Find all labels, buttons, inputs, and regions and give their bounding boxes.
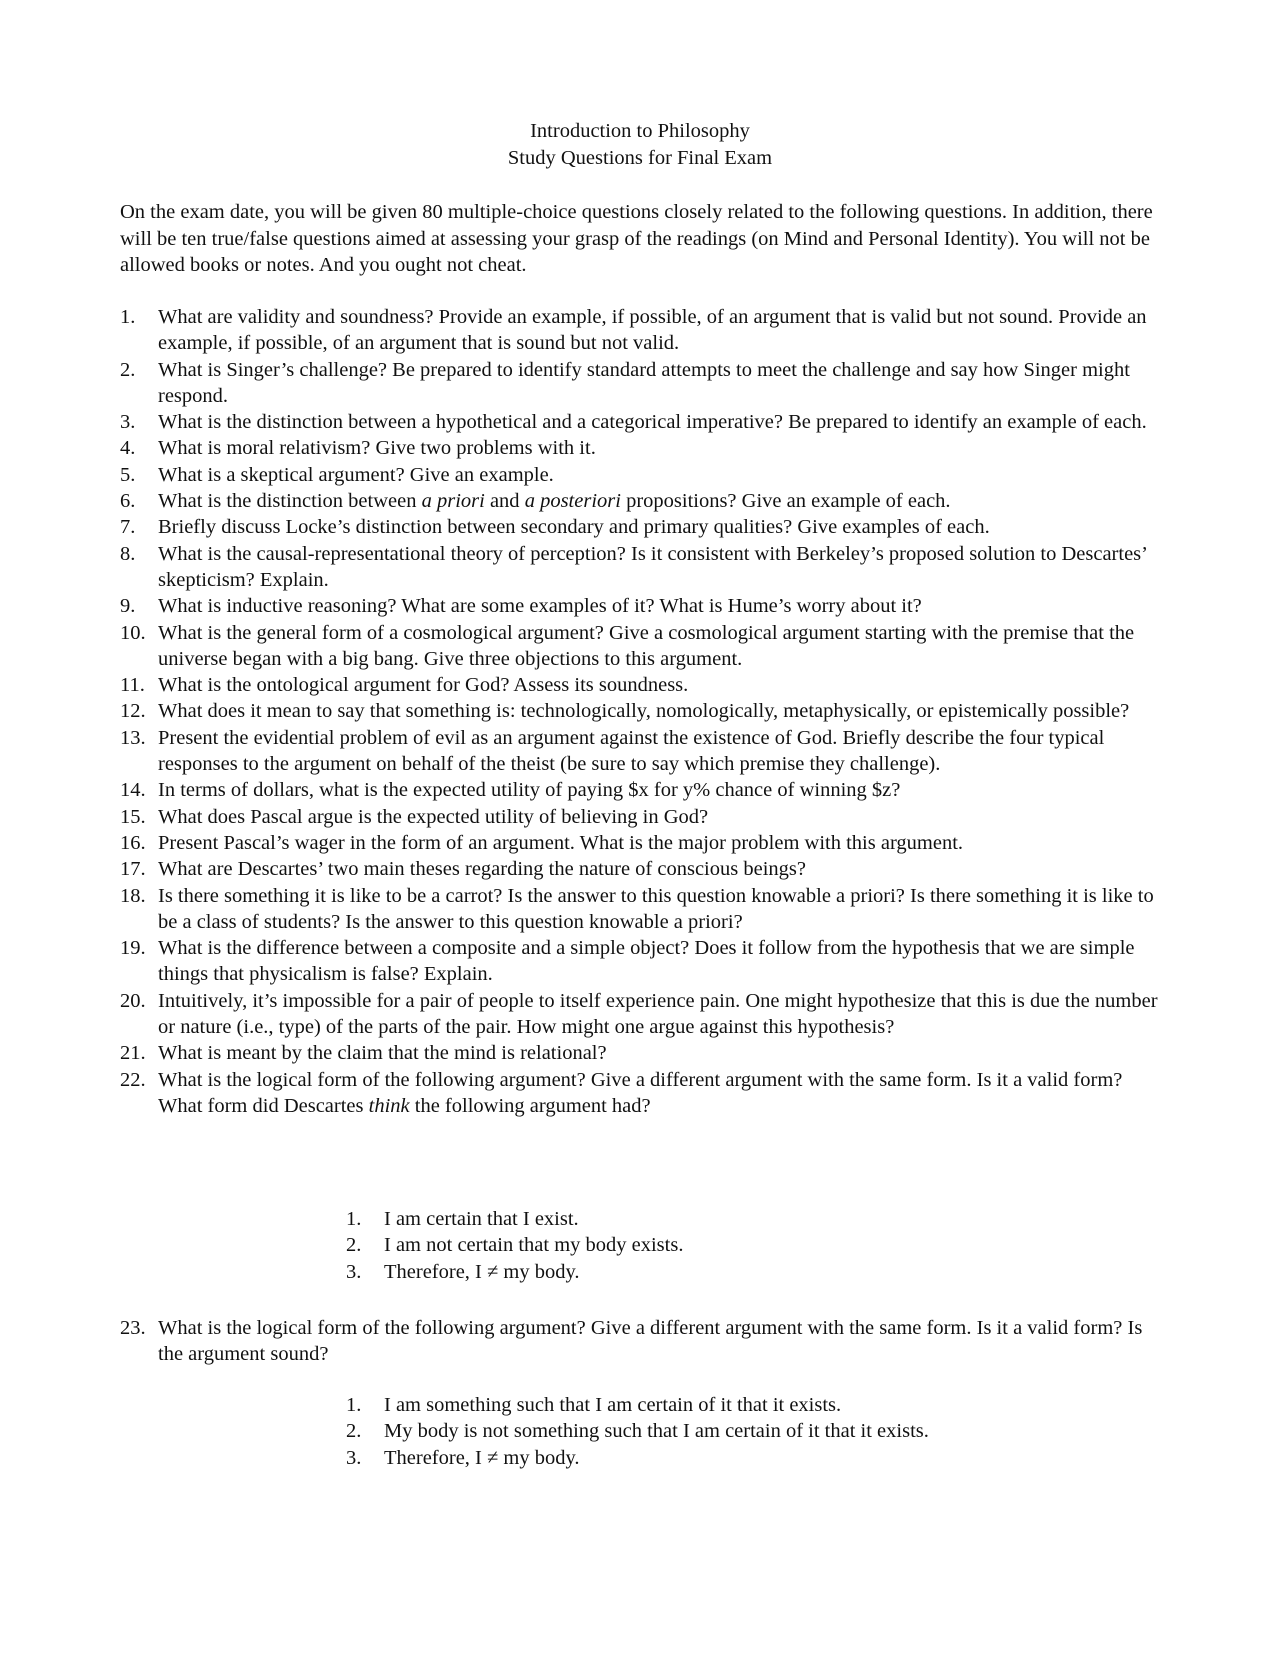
question-text-pre: What is the logical form of the following argument? Give a different argument with the same form. Is it a valid form? What form did Descartes bbox=[158, 1068, 1123, 1117]
question-item bbox=[120, 883, 1165, 936]
premise-item bbox=[346, 1259, 1046, 1285]
question-text-italic: a priori bbox=[421, 490, 485, 513]
question-number: 4. bbox=[120, 437, 136, 460]
question-item bbox=[120, 856, 1165, 882]
question-item bbox=[120, 593, 1165, 619]
question-text: Is there something it is like to be a carrot? Is the answer to this question knowable a priori? Is there something it is like to be a class of students? Is the answer to this question knowable a priori? bbox=[158, 884, 1154, 933]
question-text-post: the following argument had? bbox=[409, 1094, 651, 1117]
question-number: 9. bbox=[120, 595, 136, 618]
premise-item bbox=[346, 1206, 1046, 1232]
premise-item bbox=[346, 1232, 1046, 1258]
question-item bbox=[120, 357, 1165, 410]
premise-text: I am not certain that my body exists. bbox=[384, 1234, 684, 1257]
question-item bbox=[120, 409, 1165, 435]
argument-a bbox=[346, 1206, 1046, 1285]
question-item bbox=[120, 1315, 1165, 1368]
question-number: 22. bbox=[120, 1068, 146, 1091]
question-item bbox=[120, 541, 1165, 594]
question-text: What is the distinction between a hypothetical and a categorical imperative? Be prepared to identify an example of each. bbox=[158, 411, 1147, 434]
question-text-post: propositions? Give an example of each. bbox=[620, 490, 951, 513]
question-number: 16. bbox=[120, 831, 146, 854]
question-number: 19. bbox=[120, 937, 146, 960]
question-item bbox=[120, 725, 1165, 778]
question-text: Briefly discuss Locke’s distinction between secondary and primary qualities? Give examples of each. bbox=[158, 516, 990, 539]
question-item bbox=[120, 830, 1165, 856]
question-number: 21. bbox=[120, 1042, 146, 1065]
question-number: 20. bbox=[120, 989, 146, 1012]
premise-number: 3. bbox=[346, 1260, 362, 1283]
premise-number: 1. bbox=[346, 1394, 362, 1416]
question-item bbox=[120, 935, 1165, 988]
question-text: What are validity and soundness? Provide an example, if possible, of an argument that is valid but not sound. Provide an example, if possible, of an argument that is sound but not valid. bbox=[158, 306, 1147, 355]
title-block bbox=[0, 118, 1280, 172]
question-number: 14. bbox=[120, 779, 146, 802]
premise-number: 1. bbox=[346, 1208, 362, 1230]
question-text: What is the causal-representational theory of perception? Is it consistent with Berkeley’s proposed solution to Descartes’ skepticism? Explain. bbox=[158, 542, 1147, 591]
question-text: What is Singer’s challenge? Be prepared to identify standard attempts to meet the challenge and say how Singer might respond. bbox=[158, 358, 1130, 407]
question-item bbox=[120, 698, 1165, 724]
question-text: What is the ontological argument for God? Assess its soundness. bbox=[158, 674, 689, 697]
premise-text: I am something such that I am certain of it that it exists. bbox=[384, 1394, 842, 1416]
question-number: 17. bbox=[120, 858, 146, 881]
premise-item bbox=[346, 1392, 1046, 1418]
question-number: 23. bbox=[120, 1317, 146, 1339]
question-number: 10. bbox=[120, 621, 146, 644]
argument-b bbox=[346, 1392, 1046, 1471]
question-item bbox=[120, 804, 1165, 830]
question-item bbox=[120, 1067, 1165, 1120]
question-number: 5. bbox=[120, 463, 136, 486]
intro-paragraph: On the exam date, you will be given 80 multiple-choice questions closely related to the following questions. In addition, there will be ten true/false questions aimed at assessing your grasp of the readings (on Mind and Personal Identity). You will not be allowed books or notes. And you ought not cheat. bbox=[120, 201, 1153, 276]
question-number: 13. bbox=[120, 726, 146, 749]
question-number: 11. bbox=[120, 674, 145, 697]
question-text: What is meant by the claim that the mind is relational? bbox=[158, 1042, 607, 1065]
question-text: Present Pascal’s wager in the form of an argument. What is the major problem with this argument. bbox=[158, 831, 964, 854]
question-number: 1. bbox=[120, 306, 136, 328]
question-text: What is the logical form of the following argument? Give a different argument with the same form. Is it a valid form? Is the argument sound? bbox=[158, 1317, 1143, 1366]
question-item bbox=[120, 435, 1165, 461]
question-item bbox=[120, 620, 1165, 673]
question-text: What is moral relativism? Give two problems with it. bbox=[158, 437, 596, 460]
question-text: What does it mean to say that something is: technologically, nomologically, metaphysically, or epistemically possible? bbox=[158, 700, 1130, 723]
question-item bbox=[120, 988, 1165, 1041]
question-number: 12. bbox=[120, 700, 146, 723]
question-number: 15. bbox=[120, 805, 146, 828]
premise-item bbox=[346, 1418, 1046, 1444]
question-number: 18. bbox=[120, 884, 146, 907]
question-number: 8. bbox=[120, 542, 136, 565]
question-text-pre: What is the distinction between bbox=[158, 490, 422, 513]
premise-text: I am certain that I exist. bbox=[384, 1208, 579, 1230]
question-text: In terms of dollars, what is the expected utility of paying $x for y% chance of winning $z? bbox=[158, 779, 901, 802]
question-item bbox=[120, 672, 1165, 698]
question-text: What is the general form of a cosmological argument? Give a cosmological argument starting with the premise that the universe began with a big bang. Give three objections to this argument. bbox=[158, 621, 1135, 670]
question-text-mid: and bbox=[484, 490, 525, 513]
question-text: What is the difference between a composite and a simple object? Does it follow from the hypothesis that we are simple things that physicalism is false? Explain. bbox=[158, 937, 1135, 986]
question-text: Present the evidential problem of evil as an argument against the existence of God. Briefly describe the four typical responses to the argument on behalf of the theist (be sure to say which premise they challenge). bbox=[158, 726, 1105, 776]
question-item bbox=[120, 1040, 1165, 1066]
question-number: 6. bbox=[120, 490, 136, 513]
premise-number: 2. bbox=[346, 1234, 362, 1257]
question-text: What is a skeptical argument? Give an example. bbox=[158, 463, 554, 486]
question-item bbox=[120, 304, 1165, 357]
premise-item bbox=[346, 1445, 1046, 1471]
question-text-italic: a posteriori bbox=[524, 490, 621, 513]
document-subtitle: Study Questions for Final Exam bbox=[507, 147, 773, 169]
question-text: Intuitively, it’s impossible for a pair of people to itself experience pain. One might hypothesize that this is due the number or nature (i.e., type) of the parts of the pair. How might one argue against this hypothesis? bbox=[158, 989, 1158, 1039]
question-number: 7. bbox=[120, 516, 136, 539]
question-item bbox=[120, 777, 1165, 803]
premise-number: 3. bbox=[346, 1446, 362, 1469]
question-number: 3. bbox=[120, 411, 136, 434]
premise-text: My body is not something such that I am certain of it that it exists. bbox=[384, 1420, 929, 1443]
document-title: Introduction to Philosophy bbox=[530, 120, 750, 142]
premise-text: Therefore, I ≠ my body. bbox=[384, 1446, 580, 1469]
question-item bbox=[120, 514, 1165, 540]
question-item bbox=[120, 462, 1165, 488]
question-text: What does Pascal argue is the expected utility of believing in God? bbox=[158, 805, 709, 828]
question-text: What are Descartes’ two main theses regarding the nature of conscious beings? bbox=[158, 858, 806, 881]
question-list-continued bbox=[120, 1315, 1165, 1368]
premise-text: Therefore, I ≠ my body. bbox=[384, 1260, 580, 1283]
question-text: What is inductive reasoning? What are some examples of it? What is Hume’s worry about it? bbox=[158, 595, 922, 618]
question-item bbox=[120, 488, 1165, 514]
premise-number: 2. bbox=[346, 1420, 362, 1443]
question-number: 2. bbox=[120, 358, 136, 381]
question-list bbox=[120, 304, 1165, 1119]
question-text-italic: think bbox=[368, 1094, 410, 1117]
